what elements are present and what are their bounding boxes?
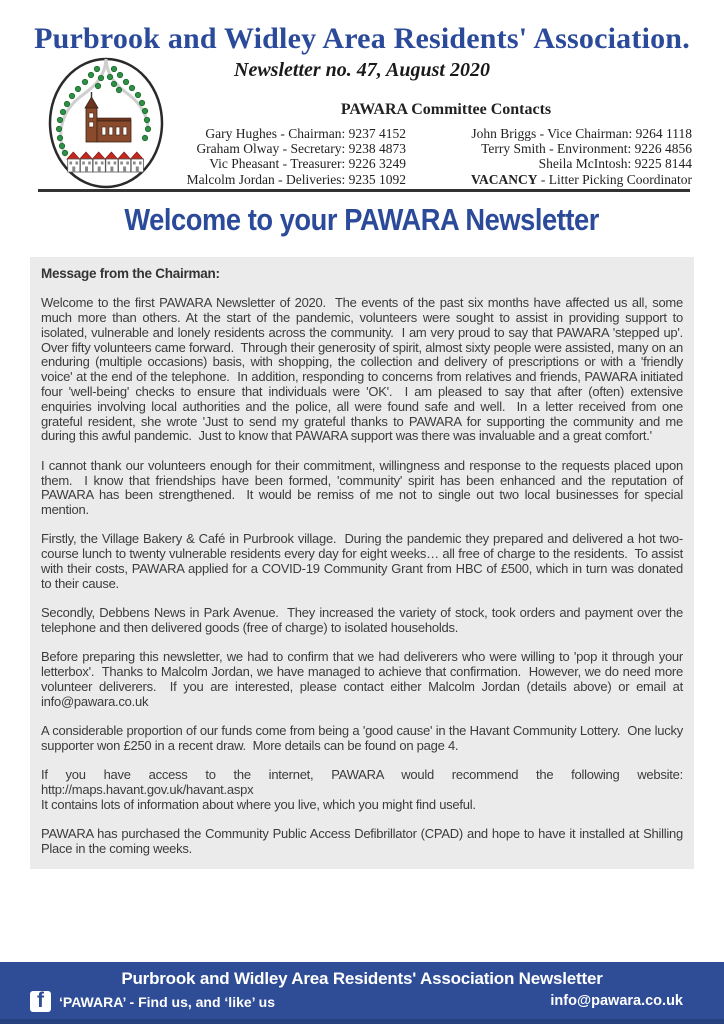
contact-entry: Gary Hughes - Chairman: 9237 4152 bbox=[205, 126, 406, 141]
contacts-title: PAWARA Committee Contacts bbox=[340, 101, 552, 118]
committee-contacts bbox=[180, 101, 692, 187]
contact-entry: Malcolm Jordan - Deliveries: 9235 1092 bbox=[186, 171, 406, 187]
website-recommendation: If you have access to the internet, PAWARA would recommend the following website: bbox=[41, 767, 683, 783]
header-divider bbox=[38, 189, 690, 192]
contact-entry: Vic Pheasant - Treasurer: 9226 3249 bbox=[209, 156, 406, 172]
chairman-paragraph: Before preparing this newsletter, we had to confirm that we had deliverers who were willing to 'pop it through your letterbox'. Thanks to Malcolm Jordan, we have managed to achieve that confirmation. However, we do need more volunteer deliverers. If you are interested, please contact either Malcolm Jordan (details above) or email at info@pawara.co.uk bbox=[41, 649, 687, 709]
message-heading: Message from the Chairman: bbox=[41, 266, 220, 281]
contact-entry: Graham Olway - Secretary: 9238 4873 bbox=[196, 141, 406, 157]
website-description: It contains lots of information about where you live, which you might find useful. bbox=[41, 796, 476, 812]
chairman-paragraph: A considerable proportion of our funds come from being a 'good cause' in the Havant Community Lottery. One lucky supporter won £250 in a recent draw. More details can be found on page 4. bbox=[41, 722, 687, 753]
chairman-paragraph: I cannot thank our volunteers enough for their commitment, willingness and response to the requests placed upon them. I know that friendships have been formed, 'community' spirit has been enhanced and the reputation of PAWARA has been strengthened. It would be remiss of me not to single out two local businesses for special mention. bbox=[41, 457, 687, 518]
footer-title: Purbrook and Widley Area Residents' Association Newsletter bbox=[121, 969, 603, 988]
welcome-heading bbox=[0, 202, 724, 238]
footer-email: info@pawara.co.uk bbox=[550, 993, 683, 1009]
page-title: Purbrook and Widley Area Residents' Association. bbox=[34, 22, 690, 55]
chairman-paragraph: PAWARA has purchased the Community Public Access Defibrillator (CPAD) and hope to have it installed at Shilling Place in the coming weeks. bbox=[41, 825, 687, 856]
newsletter-issue: Newsletter no. 47, August 2020 bbox=[234, 59, 490, 81]
facebook-text: ‘PAWARA’ - Find us, and ‘like’ us bbox=[59, 993, 276, 1010]
chairman-paragraph: Secondly, Debbens News in Park Avenue. They increased the variety of stock, took orders and payment over the telephone and then delivered goods (free of charge) to isolated households. bbox=[41, 605, 687, 635]
chairman-paragraph: Welcome to the first PAWARA Newsletter of 2020. The events of the past six months have affected us all, some much more than others. At the start of the pandemic, volunteers were sought to assist in providing support to isolated, vulnerable and lonely residents across the community. I am very proud to say that PAWARA 'stepped up'. Over fifty volunteers came forward. Through their generosity of spirit, almost sixty people were assisted, many on an enduring (multiple occasions) basis, with shopping, the collection and delivery of prescriptions or with a 'friendly voice' at the end of the telephone. In addition, responding to concerns from relatives and friends, PAWARA initiated four 'well-being' checks to ensure that individuals were 'OK'. I am pleased to say that after (often) extensive enquiries involving local authorities and the police, all were found safe and well. In a letter received from one grateful resident, she wrote 'Just to send my grateful thanks to PAWARA for supporting the community and me during this awful pandemic. Just to know that PAWARA support was there was invaluable and a great comfort.' bbox=[41, 295, 687, 444]
contact-entry-vacancy bbox=[406, 172, 692, 187]
contacts-left-column bbox=[180, 126, 406, 187]
chairman-paragraph: Firstly, the Village Bakery & Café in Purbrook village. During the pandemic they prepared and delivered a hot two-course lunch to twenty vulnerable residents every day for eight weeks… all free of charge to the residents. To assist with their costs, PAWARA applied for a COVID-19 Community Grant from HBC of £500, which in turn was donated to their cause. bbox=[41, 531, 687, 591]
association-logo bbox=[46, 56, 166, 190]
vacancy-label: VACANCY bbox=[471, 171, 538, 187]
contacts-right-column bbox=[406, 126, 692, 187]
contact-entry: Terry Smith - Environment: 9226 4856 bbox=[481, 141, 692, 157]
contact-entry: John Briggs - Vice Chairman: 9264 1118 bbox=[471, 126, 692, 141]
website-url: http://maps.havant.gov.uk/havant.aspx bbox=[41, 781, 254, 797]
footer-bar bbox=[0, 962, 724, 1024]
welcome-heading-text: Welcome to your PAWARA Newsletter bbox=[124, 202, 600, 237]
facebook-f-icon: f bbox=[30, 991, 51, 1012]
contact-entry: Sheila McIntosh: 9225 8144 bbox=[538, 156, 692, 172]
vacancy-role: - Litter Picking Coordinator bbox=[537, 171, 692, 187]
chairman-message-box bbox=[30, 257, 694, 869]
facebook-link bbox=[30, 991, 275, 1012]
